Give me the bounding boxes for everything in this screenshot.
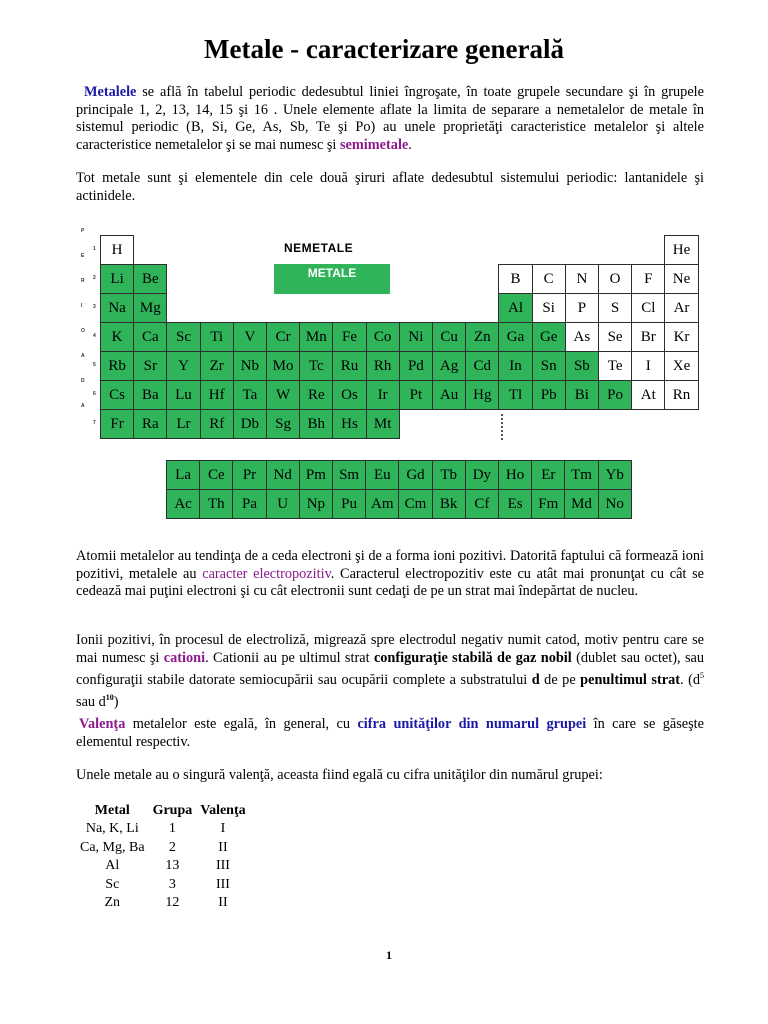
p4-bold-d: d xyxy=(531,671,540,688)
element-cell: Ba xyxy=(133,380,167,410)
actinide-cell: Cf xyxy=(465,489,499,519)
lanthanide-cell: Sm xyxy=(332,460,366,490)
element-cell: Sb xyxy=(565,351,599,381)
p4-text-5: . (d xyxy=(680,671,700,688)
side-letter: R xyxy=(81,278,85,284)
p4-sup-10: 10 xyxy=(105,693,114,703)
p4-text-7: ) xyxy=(113,694,119,711)
element-cell: Pb xyxy=(532,380,566,410)
element-cell: Pd xyxy=(399,351,433,381)
period-number: 6 xyxy=(93,391,96,397)
side-letter: I xyxy=(81,303,83,309)
actinide-cell: Md xyxy=(564,489,598,519)
element-cell: Sn xyxy=(532,351,566,381)
element-cell: H xyxy=(100,235,134,265)
valence-cell: Na, K, Li xyxy=(85,821,139,836)
actinide-cell: Am xyxy=(365,489,399,519)
lanthanide-cell: Yb xyxy=(598,460,632,490)
element-cell: Hs xyxy=(332,409,366,439)
actinide-cell: Pa xyxy=(232,489,266,519)
element-cell: S xyxy=(598,293,632,323)
element-cell: Zn xyxy=(465,322,499,352)
actinide-cell: Np xyxy=(299,489,333,519)
period-number: 2 xyxy=(93,275,96,281)
lanthanide-cell: Er xyxy=(531,460,565,490)
actinide-cell: Bk xyxy=(432,489,466,519)
element-cell: Hf xyxy=(200,380,234,410)
separator-dotted-line xyxy=(501,414,503,440)
element-cell: Kr xyxy=(664,322,698,352)
periodic-table xyxy=(78,222,708,540)
element-cell: F xyxy=(631,264,665,294)
lanthanide-cell: Pr xyxy=(232,460,266,490)
paragraph-electropositive xyxy=(76,548,704,601)
element-cell: Mn xyxy=(299,322,333,352)
element-cell: Lr xyxy=(166,409,200,439)
element-cell: P xyxy=(565,293,599,323)
lanthanide-cell: Gd xyxy=(398,460,432,490)
p3-text-1: Atomii metalelor au tendinţa de a ceda electroni şi de a forma ioni pozitivi. Datorită faptului că formează ioni pozitivi, metalele au xyxy=(76,548,704,582)
element-cell: Na xyxy=(100,293,134,323)
element-cell: O xyxy=(598,264,632,294)
metale-label: METALE xyxy=(274,264,390,294)
period-number: 4 xyxy=(93,333,96,339)
element-cell: C xyxy=(532,264,566,294)
valence-cell: 2 xyxy=(168,839,176,855)
element-cell: Si xyxy=(532,293,566,323)
actinide-cell: No xyxy=(598,489,632,519)
element-cell: Hg xyxy=(465,380,499,410)
period-number: 3 xyxy=(93,304,96,310)
element-cell: Zr xyxy=(200,351,234,381)
element-cell: Bi xyxy=(565,380,599,410)
element-cell: Ag xyxy=(432,351,466,381)
lanthanide-cell: Eu xyxy=(365,460,399,490)
element-cell: Rf xyxy=(200,409,234,439)
p4-text-4: de pe xyxy=(539,671,581,688)
valence-cell: 12 xyxy=(165,895,180,910)
nemetale-label: NEMETALE xyxy=(284,241,354,255)
actinide-cell: Es xyxy=(498,489,532,519)
valence-header-cell: Valenţa xyxy=(200,803,246,818)
paragraph-valence xyxy=(76,716,704,751)
element-cell: Fe xyxy=(332,322,366,352)
valence-cell: I xyxy=(220,821,226,836)
actinide-cell: U xyxy=(266,489,300,519)
element-cell: Xe xyxy=(664,351,698,381)
element-cell: Se xyxy=(598,322,632,352)
valence-table xyxy=(76,802,250,913)
element-cell: Cr xyxy=(266,322,300,352)
keyword-valenta: Valenţa xyxy=(79,716,126,732)
element-cell: Tc xyxy=(299,351,333,381)
valence-cell: II xyxy=(218,895,228,910)
element-cell: Tl xyxy=(498,380,532,410)
element-cell: Sc xyxy=(166,322,200,352)
element-cell: Be xyxy=(133,264,167,294)
valence-cell: 1 xyxy=(168,821,176,836)
valence-cell: Ca, Mg, Ba xyxy=(80,839,145,855)
p4-sup-5: 5 xyxy=(699,671,704,680)
table-row xyxy=(76,876,250,895)
actinide-cell: Pu xyxy=(332,489,366,519)
valence-cell: Zn xyxy=(104,895,121,910)
element-cell: Mg xyxy=(133,293,167,323)
keyword-metalele: Metalele xyxy=(84,84,137,100)
element-cell: B xyxy=(498,264,532,294)
actinide-cell: Th xyxy=(199,489,233,519)
page-title: Metale - caracterizare generală xyxy=(203,34,565,64)
element-cell: Bh xyxy=(299,409,333,439)
paragraph-cations xyxy=(76,632,704,712)
element-cell: V xyxy=(233,322,267,352)
element-cell: Cd xyxy=(465,351,499,381)
period-number: 1 xyxy=(93,246,96,252)
keyword-semimetale: semimetale xyxy=(339,136,409,153)
side-letter: A xyxy=(81,403,85,409)
keyword-cationi: cationi xyxy=(163,649,206,666)
keyword-cifra-unitatilor: cifra unităţilor din numarul grupei xyxy=(357,716,587,732)
valence-header-cell: Metal xyxy=(94,803,130,818)
element-cell: Cs xyxy=(100,380,134,410)
side-letter: E xyxy=(81,253,85,259)
table-row xyxy=(76,894,250,913)
element-cell: As xyxy=(565,322,599,352)
element-cell: Pt xyxy=(399,380,433,410)
element-cell: Po xyxy=(598,380,632,410)
lanthanide-cell: Ce xyxy=(199,460,233,490)
keyword-caracter-electropozitiv: caracter electropozitiv xyxy=(202,565,331,582)
p4-text-1: Ionii pozitivi, în procesul de electroliză, migrează spre electrodul negativ numit catod, motiv pentru care se mai numesc şi xyxy=(76,632,704,666)
element-cell: Te xyxy=(598,351,632,381)
element-cell: At xyxy=(631,380,665,410)
element-cell: Ti xyxy=(200,322,234,352)
element-cell: Fr xyxy=(100,409,134,439)
element-cell: Lu xyxy=(166,380,200,410)
element-cell: Rn xyxy=(664,380,698,410)
element-cell: Y xyxy=(166,351,200,381)
element-cell: Co xyxy=(366,322,400,352)
element-cell: Sr xyxy=(133,351,167,381)
valence-cell: 13 xyxy=(165,858,180,873)
lanthanide-cell: La xyxy=(166,460,200,490)
element-cell: Cl xyxy=(631,293,665,323)
valence-table-header xyxy=(76,802,250,820)
element-cell: Br xyxy=(631,322,665,352)
element-cell: Rh xyxy=(366,351,400,381)
period-number: 7 xyxy=(93,420,96,426)
page-number: 1 xyxy=(386,948,392,962)
p4-bold-config: configuraţie stabilă de gaz nobil xyxy=(373,649,572,666)
valence-cell: Al xyxy=(105,858,120,873)
valence-cell: III xyxy=(215,858,230,873)
side-letter: O xyxy=(81,328,85,334)
lanthanide-cell: Tb xyxy=(432,460,466,490)
lanthanide-cell: Pm xyxy=(299,460,333,490)
element-cell: Ge xyxy=(532,322,566,352)
element-cell: N xyxy=(565,264,599,294)
valence-cell: 3 xyxy=(168,876,176,892)
element-cell: Ga xyxy=(498,322,532,352)
element-cell: Cu xyxy=(432,322,466,352)
lanthanide-cell: Nd xyxy=(266,460,300,490)
table-row xyxy=(76,820,250,839)
element-cell: Ca xyxy=(133,322,167,352)
lanthanide-cell: Ho xyxy=(498,460,532,490)
element-cell: Re xyxy=(299,380,333,410)
element-cell: Os xyxy=(332,380,366,410)
actinide-cell: Ac xyxy=(166,489,200,519)
element-cell: Ra xyxy=(133,409,167,439)
actinide-cell: Fm xyxy=(531,489,565,519)
element-cell: Ta xyxy=(233,380,267,410)
side-letter: A xyxy=(81,353,85,359)
intro-text: se află în tabelul periodic dedesubtul liniei îngroşate, în toate grupele secundare şi în grupele principale 1, 2, 13, 14, 15 şi 16 . Unele elemente aflate la limita de separare a nemetalelor de metale în sistemul periodic (B, Si, Ge, As, Sb, Te şi Po) au unele proprietăţi caracteristice metalelor şi altele caracteristice nemetalelor şi se mai numesc şi xyxy=(76,84,704,153)
side-letter: D xyxy=(81,378,85,384)
valence-cell: Sc xyxy=(105,876,120,892)
valence-table-body xyxy=(76,820,250,913)
element-cell: Ru xyxy=(332,351,366,381)
p5-text-2: în care se găseşte elementul respectiv. xyxy=(76,716,705,750)
element-cell: He xyxy=(664,235,698,265)
p4-text-2: . Cationii au pe ultimul strat xyxy=(205,649,374,666)
intro-end: . xyxy=(408,136,412,153)
element-cell: Ir xyxy=(366,380,400,410)
element-cell: Au xyxy=(432,380,466,410)
element-cell: Nb xyxy=(233,351,267,381)
paragraph-intro xyxy=(76,84,704,154)
element-cell: Sg xyxy=(266,409,300,439)
element-cell: Db xyxy=(233,409,267,439)
paragraph-lanthanides: Tot metale sunt şi elementele din cele două şiruri aflate dedesubtul sistemului periodic: lantanidele şi actinidele. xyxy=(76,170,704,204)
actinide-cell: Cm xyxy=(398,489,432,519)
p4-text-6: sau d xyxy=(76,694,106,711)
element-cell: K xyxy=(100,322,134,352)
element-cell: Mt xyxy=(366,409,400,439)
valence-cell: III xyxy=(215,876,230,892)
element-cell: Ni xyxy=(399,322,433,352)
element-cell: Mo xyxy=(266,351,300,381)
paragraph-single-valence: Unele metale au o singură valenţă, aceasta fiind egală cu cifra unităţilor din numărul grupei: xyxy=(76,767,603,783)
element-cell: Ne xyxy=(664,264,698,294)
p4-bold-penultimul: penultimul strat xyxy=(580,671,680,688)
lanthanide-cell: Tm xyxy=(564,460,598,490)
table-row xyxy=(76,857,250,876)
element-cell: I xyxy=(631,351,665,381)
element-cell: Ar xyxy=(664,293,698,323)
element-cell: Rb xyxy=(100,351,134,381)
p4-text-3: (dublet sau octet), sau configuraţii stabile datorate semiocupării sau ocupării complete a substratului xyxy=(76,649,705,688)
element-cell: Li xyxy=(100,264,134,294)
element-cell: In xyxy=(498,351,532,381)
period-number: 5 xyxy=(93,362,96,368)
table-row xyxy=(76,839,250,858)
valence-header-cell: Grupa xyxy=(152,803,193,818)
element-cell: W xyxy=(266,380,300,410)
p5-text-1: metalelor este egală, în general, cu xyxy=(125,716,358,732)
side-letter: P xyxy=(81,228,85,234)
element-cell: Al xyxy=(498,293,532,323)
p3-text-2: . Caracterul electropozitiv este cu atât mai pronunţat cu cât se cedează mai puţini electroni şi cu cât electronii sunt cedaţi de pe un strat mai îndepărtat de nucleu. xyxy=(76,565,704,599)
lanthanide-cell: Dy xyxy=(465,460,499,490)
valence-cell: II xyxy=(218,839,228,855)
